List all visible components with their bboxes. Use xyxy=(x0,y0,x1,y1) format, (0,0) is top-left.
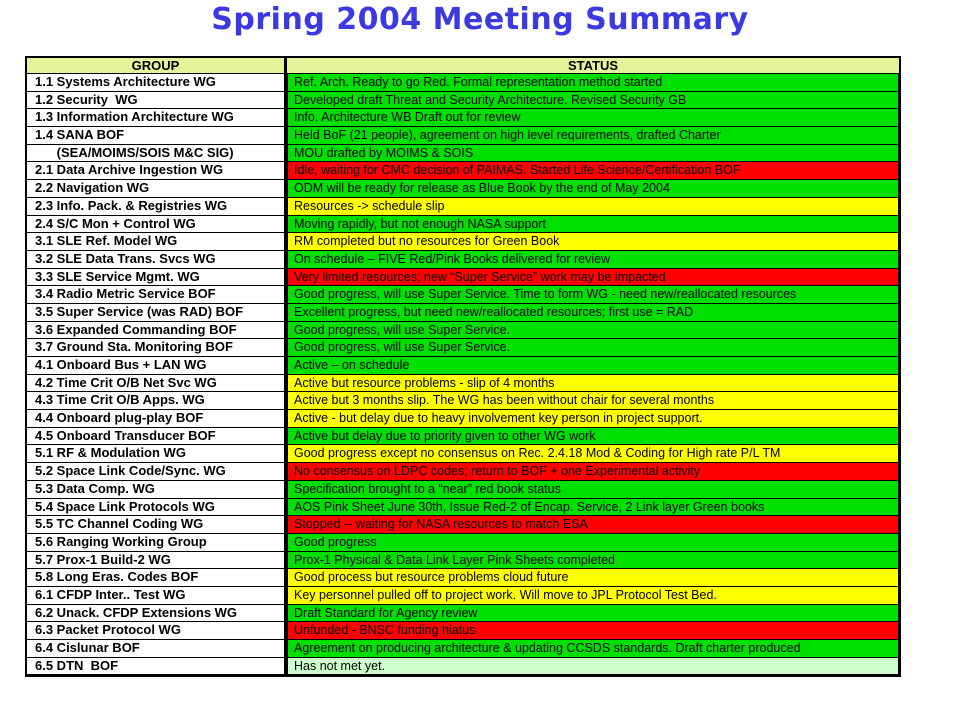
status-cell: No consensus on LDPC codes; return to BOF + one Experimental activity xyxy=(287,463,899,481)
status-cell: Draft Standard for Agency review xyxy=(287,605,899,623)
table-row xyxy=(27,233,899,251)
group-cell: 2.4 S/C Mon + Control WG xyxy=(27,216,287,234)
table-row xyxy=(27,269,899,287)
status-cell: Good progress except no consensus on Rec. 2.4.18 Mod & Coding for High rate P/L TM xyxy=(287,445,899,463)
table-row xyxy=(27,569,899,587)
group-cell: 3.2 SLE Data Trans. Svcs WG xyxy=(27,251,287,269)
status-cell: Unfunded - BNSC funding hiatus xyxy=(287,622,899,640)
group-cell: 4.1 Onboard Bus + LAN WG xyxy=(27,357,287,375)
group-cell: 5.1 RF & Modulation WG xyxy=(27,445,287,463)
table-body xyxy=(27,74,899,675)
group-cell: 1.2 Security WG xyxy=(27,92,287,110)
status-cell: Active but resource problems - slip of 4 months xyxy=(287,375,899,393)
group-cell: 3.5 Super Service (was RAD) BOF xyxy=(27,304,287,322)
status-cell: Good progress, will use Super Service. xyxy=(287,322,899,340)
group-cell: 3.3 SLE Service Mgmt. WG xyxy=(27,269,287,287)
status-cell: Good progress xyxy=(287,534,899,552)
status-cell: Key personnel pulled off to project work. Will move to JPL Protocol Test Bed. xyxy=(287,587,899,605)
group-cell: 5.4 Space Link Protocols WG xyxy=(27,499,287,517)
status-cell: Active but 3 months slip. The WG has been without chair for several months xyxy=(287,392,899,410)
status-cell: Idle, waiting for CMC decision of PAIMAS. Started Life Science/Certification BOF xyxy=(287,162,899,180)
status-cell: Very limited resources; new “Super Service” work may be impacted xyxy=(287,269,899,287)
status-cell: Developed draft Threat and Security Architecture. Revised Security GB xyxy=(287,92,899,110)
table-row xyxy=(27,640,899,658)
table-row xyxy=(27,428,899,446)
table-header xyxy=(27,58,899,74)
table-row xyxy=(27,658,899,676)
status-cell: Held BoF (21 people), agreement on high level requirements, drafted Charter xyxy=(287,127,899,145)
group-cell: 6.2 Unack. CFDP Extensions WG xyxy=(27,605,287,623)
status-cell: Active - but delay due to heavy involvement key person in project support. xyxy=(287,410,899,428)
table-row xyxy=(27,162,899,180)
status-cell: Stopped -- waiting for NASA resources to match ESA xyxy=(287,516,899,534)
table-row xyxy=(27,375,899,393)
table-row xyxy=(27,92,899,110)
group-cell: 3.6 Expanded Commanding BOF xyxy=(27,322,287,340)
group-cell: 1.3 Information Architecture WG xyxy=(27,109,287,127)
table-row xyxy=(27,605,899,623)
group-cell: 6.1 CFDP Inter.. Test WG xyxy=(27,587,287,605)
group-cell: 5.6 Ranging Working Group xyxy=(27,534,287,552)
group-cell: 3.4 Radio Metric Service BOF xyxy=(27,286,287,304)
group-cell: 5.7 Prox-1 Build-2 WG xyxy=(27,552,287,570)
status-cell: Ref. Arch. Ready to go Red. Formal representation method started xyxy=(287,74,899,92)
status-cell: Moving rapidly, but not enough NASA support xyxy=(287,216,899,234)
table-row xyxy=(27,392,899,410)
group-cell: 1.4 SANA BOF xyxy=(27,127,287,145)
table-row xyxy=(27,445,899,463)
table-row xyxy=(27,357,899,375)
status-cell: RM completed but no resources for Green Book xyxy=(287,233,899,251)
table-row xyxy=(27,145,899,163)
status-cell: Good process but resource problems cloud future xyxy=(287,569,899,587)
status-cell: Agreement on producing architecture & updating CCSDS standards. Draft charter produced xyxy=(287,640,899,658)
group-cell: 6.4 Cislunar BOF xyxy=(27,640,287,658)
status-cell: Good progress, will use Super Service. Time to form WG - need new/reallocated resources xyxy=(287,286,899,304)
status-cell: ODM will be ready for release as Blue Book by the end of May 2004 xyxy=(287,180,899,198)
group-cell: 5.3 Data Comp. WG xyxy=(27,481,287,499)
group-cell: 4.3 Time Crit O/B Apps. WG xyxy=(27,392,287,410)
group-cell: 2.2 Navigation WG xyxy=(27,180,287,198)
table-row xyxy=(27,499,899,517)
group-cell: 4.2 Time Crit O/B Net Svc WG xyxy=(27,375,287,393)
group-cell: 2.1 Data Archive Ingestion WG xyxy=(27,162,287,180)
status-cell: Active but delay due to priority given to other WG work xyxy=(287,428,899,446)
group-column-header: GROUP xyxy=(27,58,287,73)
table-row xyxy=(27,516,899,534)
table-row xyxy=(27,127,899,145)
table-row xyxy=(27,286,899,304)
page-title: Spring 2004 Meeting Summary xyxy=(211,2,749,37)
table-row xyxy=(27,216,899,234)
group-cell: 3.7 Ground Sta. Monitoring BOF xyxy=(27,339,287,357)
group-cell: 2.3 Info. Pack. & Registries WG xyxy=(27,198,287,216)
status-cell: Info. Architecture WB Draft out for review xyxy=(287,109,899,127)
table-row xyxy=(27,322,899,340)
status-cell: Specification brought to a “near” red book status xyxy=(287,481,899,499)
table-row xyxy=(27,587,899,605)
table-row xyxy=(27,304,899,322)
status-cell: AOS Pink Sheet June 30th, Issue Red-2 of Encap. Service, 2 Link layer Green books xyxy=(287,499,899,517)
status-cell: Has not met yet. xyxy=(287,658,899,676)
status-cell: Prox-1 Physical & Data Link Layer Pink Sheets completed xyxy=(287,552,899,570)
table-row xyxy=(27,74,899,92)
group-cell: 5.5 TC Channel Coding WG xyxy=(27,516,287,534)
table-row xyxy=(27,622,899,640)
group-cell: (SEA/MOIMS/SOIS M&C SIG) xyxy=(27,145,287,163)
group-cell: 4.4 Onboard plug-play BOF xyxy=(27,410,287,428)
status-table xyxy=(25,56,901,677)
status-cell: Active – on schedule xyxy=(287,357,899,375)
table-row xyxy=(27,251,899,269)
status-cell: On schedule – FIVE Red/Pink Books delivered for review xyxy=(287,251,899,269)
group-cell: 5.2 Space Link Code/Sync. WG xyxy=(27,463,287,481)
table-row xyxy=(27,410,899,428)
table-row xyxy=(27,463,899,481)
group-cell: 3.1 SLE Ref. Model WG xyxy=(27,233,287,251)
table-row xyxy=(27,552,899,570)
table-row xyxy=(27,180,899,198)
group-cell: 6.5 DTN BOF xyxy=(27,658,287,676)
group-cell: 5.8 Long Eras. Codes BOF xyxy=(27,569,287,587)
table-row xyxy=(27,339,899,357)
status-column-header: STATUS xyxy=(567,58,619,73)
group-cell: 1.1 Systems Architecture WG xyxy=(27,74,287,92)
group-cell: 4.5 Onboard Transducer BOF xyxy=(27,428,287,446)
group-cell: 6.3 Packet Protocol WG xyxy=(27,622,287,640)
status-cell: Excellent progress, but need new/reallocated resources; first use = RAD xyxy=(287,304,899,322)
table-row xyxy=(27,198,899,216)
table-row xyxy=(27,109,899,127)
table-row xyxy=(27,481,899,499)
status-cell: Good progress, will use Super Service. xyxy=(287,339,899,357)
status-cell: Resources -> schedule slip xyxy=(287,198,899,216)
status-cell: MOU drafted by MOIMS & SOIS xyxy=(287,145,899,163)
table-row xyxy=(27,534,899,552)
